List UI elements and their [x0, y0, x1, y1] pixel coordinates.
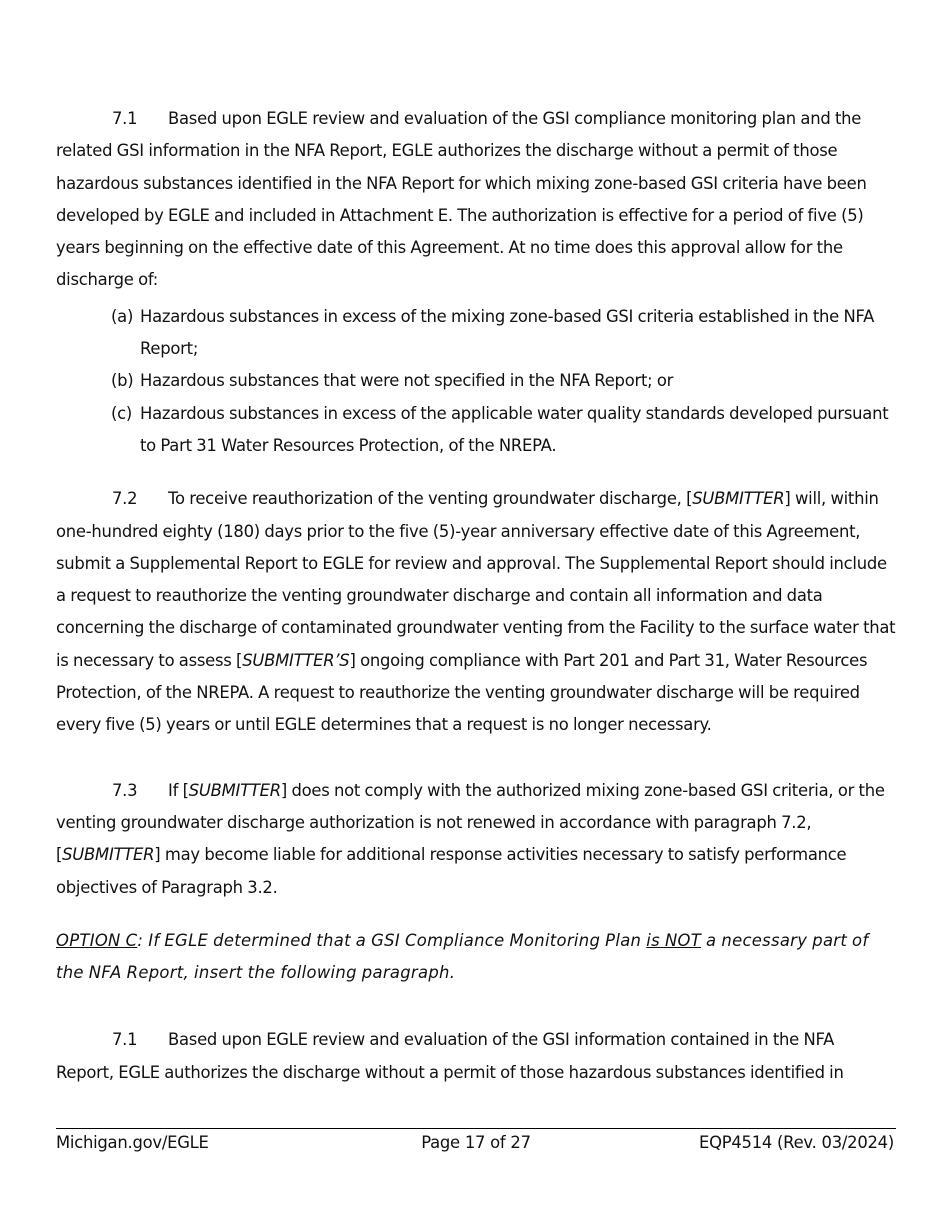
list-item-label: (a): [111, 306, 134, 326]
option-label: OPTION C: [56, 930, 138, 950]
submitter-possessive-placeholder: SUBMITTER’S: [242, 650, 350, 670]
submitter-placeholder: SUBMITTER: [188, 780, 281, 800]
list-item: [56, 398, 896, 463]
paragraph-number: 7.3: [112, 780, 138, 800]
paragraph-text: ] ongoing compliance with Part 201 and Part 31, Water Resources Protection, of the NREPA. A request to reauthorize the venting groundwater discharge will be required every five (5) years or until EGLE determines that a request is no longer necessary.: [56, 650, 868, 735]
submitter-placeholder: SUBMITTER: [62, 845, 155, 865]
paragraph-number: 7.2: [112, 489, 138, 509]
footer-website: Michigan.gov/EGLE: [56, 1133, 209, 1152]
paragraph-text: Based upon EGLE review and evaluation of the GSI compliance monitoring plan and the related GSI information in the NFA Report, EGLE authorizes the discharge without a permit of those hazardous substances identified in the NFA Report for which mixing zone-based GSI criteria have been developed by EGLE and included in Attachment E. The authorization is effective for a period of five (5) years beginning on the effective date of this Agreement. At no time does this approval allow for the discharge of:: [56, 109, 867, 290]
option-emphasis: is NOT: [646, 930, 702, 950]
footer-page-number: Page 17 of 27: [421, 1133, 531, 1152]
list-item: [56, 301, 896, 366]
discharge-conditions-list: [56, 301, 896, 462]
list-item-label: (b): [111, 371, 134, 391]
list-item-text: Hazardous substances in excess of the mixing zone-based GSI criteria established in the NFA Report;: [140, 306, 875, 359]
paragraph-7-3: [56, 775, 896, 904]
paragraph-number: 7.1: [112, 109, 138, 128]
list-item: [56, 365, 896, 397]
list-item-text: Hazardous substances in excess of the applicable water quality standards developed pursuant to Part 31 Water Resources Protection, of the NREPA.: [140, 403, 889, 455]
page-footer: [56, 1128, 896, 1152]
option-text: a necessary part of the NFA Report, insert the following paragraph.: [56, 930, 869, 983]
paragraph-text: ] does not comply with the authorized mixing zone-based GSI criteria, or the venting groundwater discharge authorization is not renewed in accordance with paragraph 7.2, [: [56, 780, 885, 865]
paragraph-text: ] will, within one-hundred eighty (180) days prior to the five (5)-year anniversary effective date of this Agreement, submit a Supplemental Report to EGLE for review and approval. The Supplemental Report should include a request to reauthorize the venting groundwater discharge and contain all information and data concerning the discharge of contaminated groundwater venting from the Facility to the surface water that is necessary to assess [: [56, 489, 896, 670]
option-c-instruction: [56, 925, 896, 990]
paragraph-text: To receive reauthorization of the venting groundwater discharge, [: [168, 489, 693, 509]
paragraph-7-2: [56, 483, 896, 741]
paragraph-text: ] may become liable for additional response activities necessary to satisfy performance objectives of Paragraph 3.2.: [56, 845, 847, 897]
paragraph-text: If [: [168, 780, 189, 800]
option-text: : If EGLE determined that a GSI Compliance Monitoring Plan: [137, 930, 647, 950]
paragraph-text: Based upon EGLE review and evaluation of the GSI information contained in the NFA Report, EGLE authorizes the discharge without a permit of those hazardous substances identified in: [56, 1030, 844, 1082]
footer-form-id: EQP4514 (Rev. 03/2024): [698, 1133, 894, 1152]
list-item-label: (c): [111, 403, 133, 423]
paragraph-7-1: [56, 103, 896, 297]
submitter-placeholder: SUBMITTER: [692, 489, 785, 509]
paragraph-number: 7.1: [112, 1030, 138, 1050]
list-item-text: Hazardous substances that were not specified in the NFA Report; or: [140, 371, 674, 391]
paragraph-7-1-alternate: [56, 1024, 896, 1089]
document-page: [56, 103, 896, 1089]
